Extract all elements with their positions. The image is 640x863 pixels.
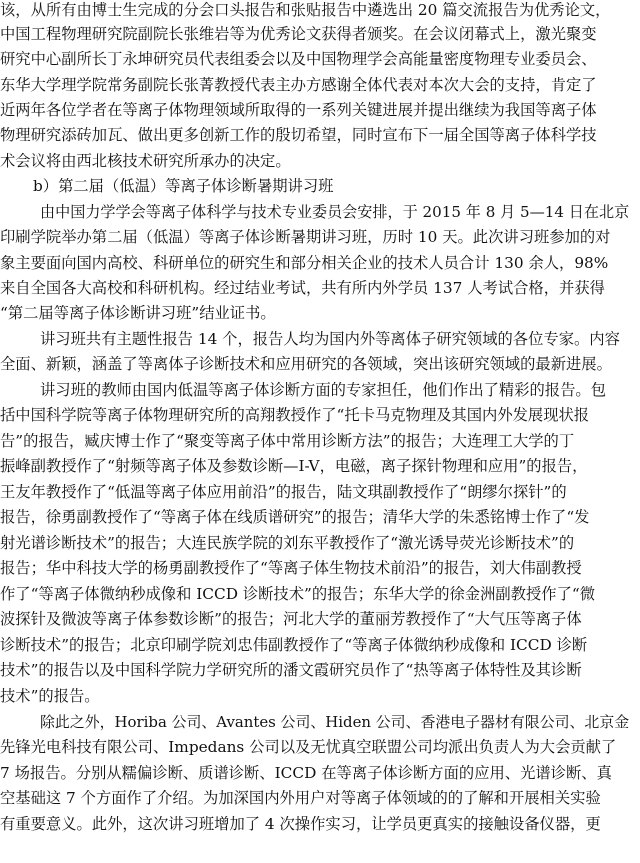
text-line-14: 讲习班共有主题性报告 14 个，报告人均为国内外等离体子研究领域的各位专家。内容	[40, 330, 620, 348]
text-line-20: 王友年教授作了“低温等离子体应用前沿”的报告，陆文琪副教授作了“朗缪尔探针”的	[0, 483, 567, 501]
text-line-12: 来自全国各大高校和科研机构。经过结业考试，共有所内外学员 137 人考试合格，并获得	[0, 279, 605, 297]
text-line-18: 告”的报告，臧庆博士作了“聚变等离子体中常用诊断方法”的报告；大连理工大学的丁	[0, 432, 575, 450]
text-line-33: 有重要意义。此外，这次讲习班增加了 4 次操作实习，让学员更真实的接触设备仪器，更	[0, 815, 601, 833]
text-line-15: 全面、新颖，涵盖了等离体子诊断技术和应用研究的各领域，突出该研究领域的最新进展。	[0, 355, 612, 373]
text-line-22: 射光谱诊断技术”的报告；大连民族学院的刘东平教授作了“激光诱导荧光诊断技术”的	[0, 534, 575, 552]
text-line-3: 研究中心副所长丁永坤研究员代表组委会以及中国物理学会高能量密度物理专业委员会、	[0, 50, 597, 68]
text-line-7: 术会议将由西北核技术研究所承办的决定。	[0, 152, 291, 170]
text-line-6: 物理研究添砖加瓦、做出更多创新工作的殷切希望，同时宣布下一届全国等离子体科学技	[0, 126, 597, 144]
text-line-10: 印刷学院举办第二届（低温）等离子体诊断暑期讲习班，历时 10 天。此次讲习班参加的对	[0, 228, 611, 246]
text-line-28: 技术”的报告。	[0, 687, 100, 705]
text-line-1: 该，从所有由博士生完成的分会口头报告和张贴报告中遴选出 20 篇交流报告为优秀论文，	[0, 1, 611, 19]
text-line-4: 东华大学理学院常务副院长张菁教授代表主办方感谢全体代表对本次大会的支持，肯定了	[0, 76, 597, 94]
text-line-29: 除此之外，Horiba 公司、Avantes 公司、Hiden 公司、香港电子器材有限公司、北京金	[40, 713, 630, 731]
text-line-27: 技术”的报告以及中国科学院力学研究所的潘文霞研究员作了“热等离子体特性及其诊断	[0, 661, 582, 679]
text-line-31: 7 场报告。分别从糯偏诊断、质谱诊断、ICCD 在等离子体诊断方面的应用、光谱诊断、真	[0, 764, 612, 782]
text-line-25: 波探针及微波等离子体参数诊断”的报告；河北大学的董丽芳教授作了“大气压等离子体	[0, 610, 582, 628]
text-line-24: 作了“等离子体微纳秒成像和 ICCD 诊断技术”的报告；东华大学的徐金洲副教授作了“微	[0, 585, 595, 603]
text-line-32: 空基础这 7 个方面作了介绍。为加深国内外用户对等离子体领域的的了解和开展相关实验	[0, 789, 601, 807]
text-line-11: 象主要面向国内高校、科研单位的研究生和部分相关企业的技术人员合计 130 余人，98%	[0, 254, 609, 272]
text-line-23: 报告；华中科技大学的杨勇副教授作了“等离子体生物技术前沿”的报告，刘大伟副教授	[0, 559, 582, 577]
section-heading: b）第二届（低温）等离子体诊断暑期讲习班	[33, 177, 334, 195]
text-line-13: “第二届等离子体诊断讲习班”结业证书。	[0, 304, 276, 322]
text-line-9: 由中国力学学会等离子体科学与技术专业委员会安排，于 2015 年 8 月 5—14 日在北京	[40, 203, 630, 221]
text-line-16: 讲习班的教师由国内低温等离子体诊断方面的专家担任，他们作出了精彩的报告。包	[40, 381, 606, 399]
text-line-2: 中国工程物理研究院副院长张维岩等为优秀论文获得者颁奖。在会议闭幕式上，激光聚变	[0, 25, 597, 43]
text-line-17: 括中国科学院等离子体物理研究所的高翔教授作了“托卡马克物理及其国内外发展现状报	[0, 406, 590, 424]
text-line-19: 振峰副教授作了“射频等离子体及参数诊断—I-V，电磁，离子探针物理和应用”的报告，	[0, 457, 588, 475]
text-line-5: 近两年各位学者在等离子体物理领域所取得的一系列关键进展并提出继续为我国等离子体	[0, 101, 597, 119]
text-line-30: 先锋光电科技有限公司、Impedans 公司以及无忧真空联盟公司均派出负责人为大会贡献了	[0, 738, 617, 756]
text-line-21: 报告，徐勇副教授作了“等离子体在线质谱研究”的报告；清华大学的朱悉铭博士作了“发	[0, 508, 590, 526]
text-line-26: 诊断技术”的报告；北京印刷学院刘忠伟副教授作了“等离子体微纳秒成像和 ICCD 诊断	[0, 636, 588, 654]
